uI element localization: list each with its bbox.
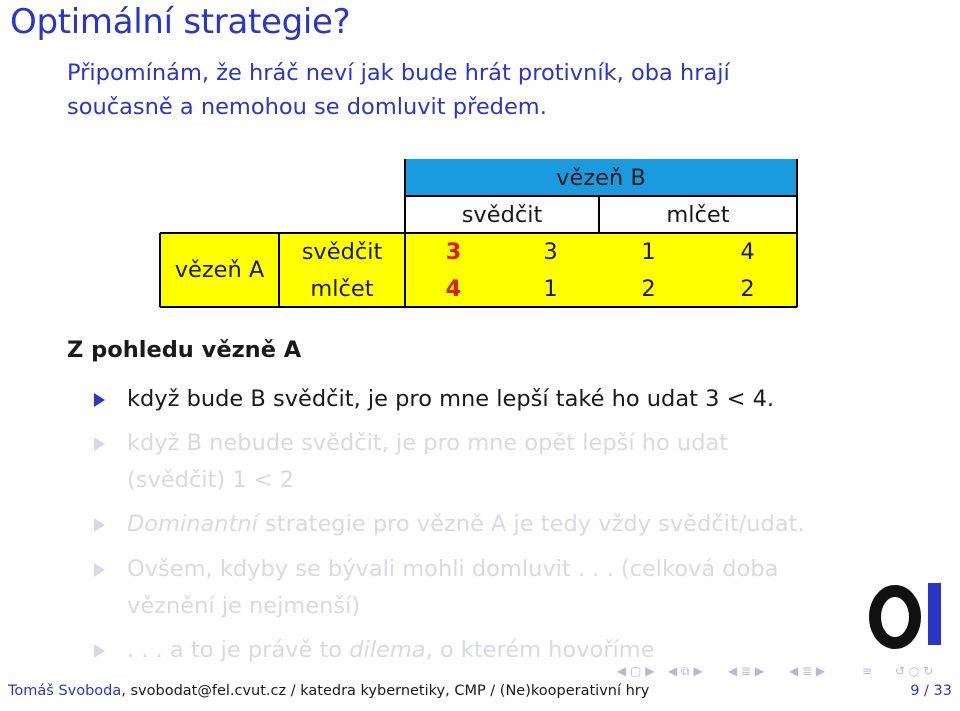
bullet-line: , o kterém hovoříme [425, 637, 655, 663]
bullet-triangle-icon [94, 518, 105, 532]
intro-text [67, 56, 887, 124]
grid-line [160, 232, 797, 234]
row-label: mlčet [310, 275, 374, 302]
player-a-header [160, 233, 279, 307]
footer-author: Tomáš Svoboda [8, 683, 122, 699]
col-header-label: svědčit [461, 201, 543, 228]
bullet-triangle-icon [94, 563, 105, 577]
nav-frame[interactable]: ◀ ▢ ▶ [617, 664, 655, 678]
col-header-mlcet [599, 196, 797, 233]
bullet-line: když B nebude svědčit, je pro mne opět lepší ho udat [127, 430, 729, 456]
intro-line-2: současně a nemohou se domluvit předem. [67, 94, 547, 120]
payoff-cell [405, 270, 502, 307]
nav-section[interactable]: ◀ ≣ ▶ [789, 664, 826, 678]
col-header-label: mlčet [666, 201, 730, 228]
payoff-value: 3 [445, 238, 462, 265]
bullet-emphasis: dilema [349, 637, 426, 663]
bullet-text [127, 551, 778, 625]
payoff-cell [599, 270, 698, 307]
bullet-triangle-icon [94, 437, 105, 451]
bullet-emphasis: Dominantní [127, 511, 258, 537]
payoff-value: 3 [543, 238, 558, 265]
nav-align[interactable]: ≡ [862, 664, 873, 678]
section-heading: Z pohledu vězně A [67, 337, 302, 363]
nav-subsection[interactable]: ◀ ≣ ▶ [728, 664, 765, 678]
bullet-triangle-icon [94, 644, 105, 658]
row-label-mlcet [279, 270, 405, 307]
list-item [94, 551, 894, 625]
slide-title: Optimální strategie? [10, 2, 351, 42]
payoff-cell [698, 233, 797, 270]
bullet-line: . . . a to je právě to [127, 637, 350, 663]
payoff-cell [405, 233, 502, 270]
player-b-label: vězeň B [556, 164, 646, 191]
payoff-cell [698, 270, 797, 307]
bullet-text [127, 506, 805, 543]
bullet-text: když bude B svědčit, je pro mne lepší také ho udat 3 < 4. [127, 386, 775, 412]
payoff-value: 4 [445, 275, 462, 302]
payoff-value: 2 [641, 275, 656, 302]
payoff-value: 4 [740, 238, 755, 265]
payoff-cell [502, 233, 599, 270]
player-a-label: vězeň A [174, 257, 265, 283]
grid-line [159, 233, 161, 307]
bullet-line: (svědčit) 1 < 2 [127, 467, 295, 493]
nav-search[interactable]: ↺ ○ ↻ [895, 664, 934, 678]
grid-line [405, 195, 797, 197]
bullet-line: Ovšem, kdyby se bývali mohli domluvit . . . (celková doba [127, 556, 779, 582]
list-item [94, 425, 894, 499]
bullet-triangle-icon [94, 393, 105, 407]
player-b-header [405, 159, 797, 196]
grid-line [278, 233, 280, 307]
page-number: 9 / 33 [910, 683, 952, 699]
nav-slide[interactable]: ◀ ⧉ ▶ [668, 664, 703, 678]
bullet-line: věznění je nejmenší) [127, 593, 361, 619]
list-item [94, 506, 894, 543]
footer [8, 683, 952, 709]
payoff-value: 2 [740, 275, 755, 302]
intro-line-1: Připomínám, že hráč neví jak bude hrát protivník, oba hrají [67, 60, 730, 86]
footer-info: , svobodat@fel.cvut.cz / katedra kybernetiky, CMP / (Ne)kooperativní hry [121, 683, 650, 699]
bullet-line: strategie pro vězně A je tedy vždy svědčit/udat. [257, 511, 805, 537]
bullet-text [127, 632, 655, 669]
col-header-svedcit [405, 196, 599, 233]
row-label-svedcit [279, 233, 405, 270]
grid-line [160, 306, 797, 308]
payoff-cell [599, 233, 698, 270]
payoff-value: 1 [641, 238, 656, 265]
row-label: svědčit [301, 238, 383, 265]
grid-line [598, 196, 600, 233]
bullet-text [127, 425, 728, 499]
ol-logo-icon [868, 575, 948, 655]
payoff-cell [502, 270, 599, 307]
payoff-value: 1 [543, 275, 558, 302]
list-item [94, 381, 894, 418]
